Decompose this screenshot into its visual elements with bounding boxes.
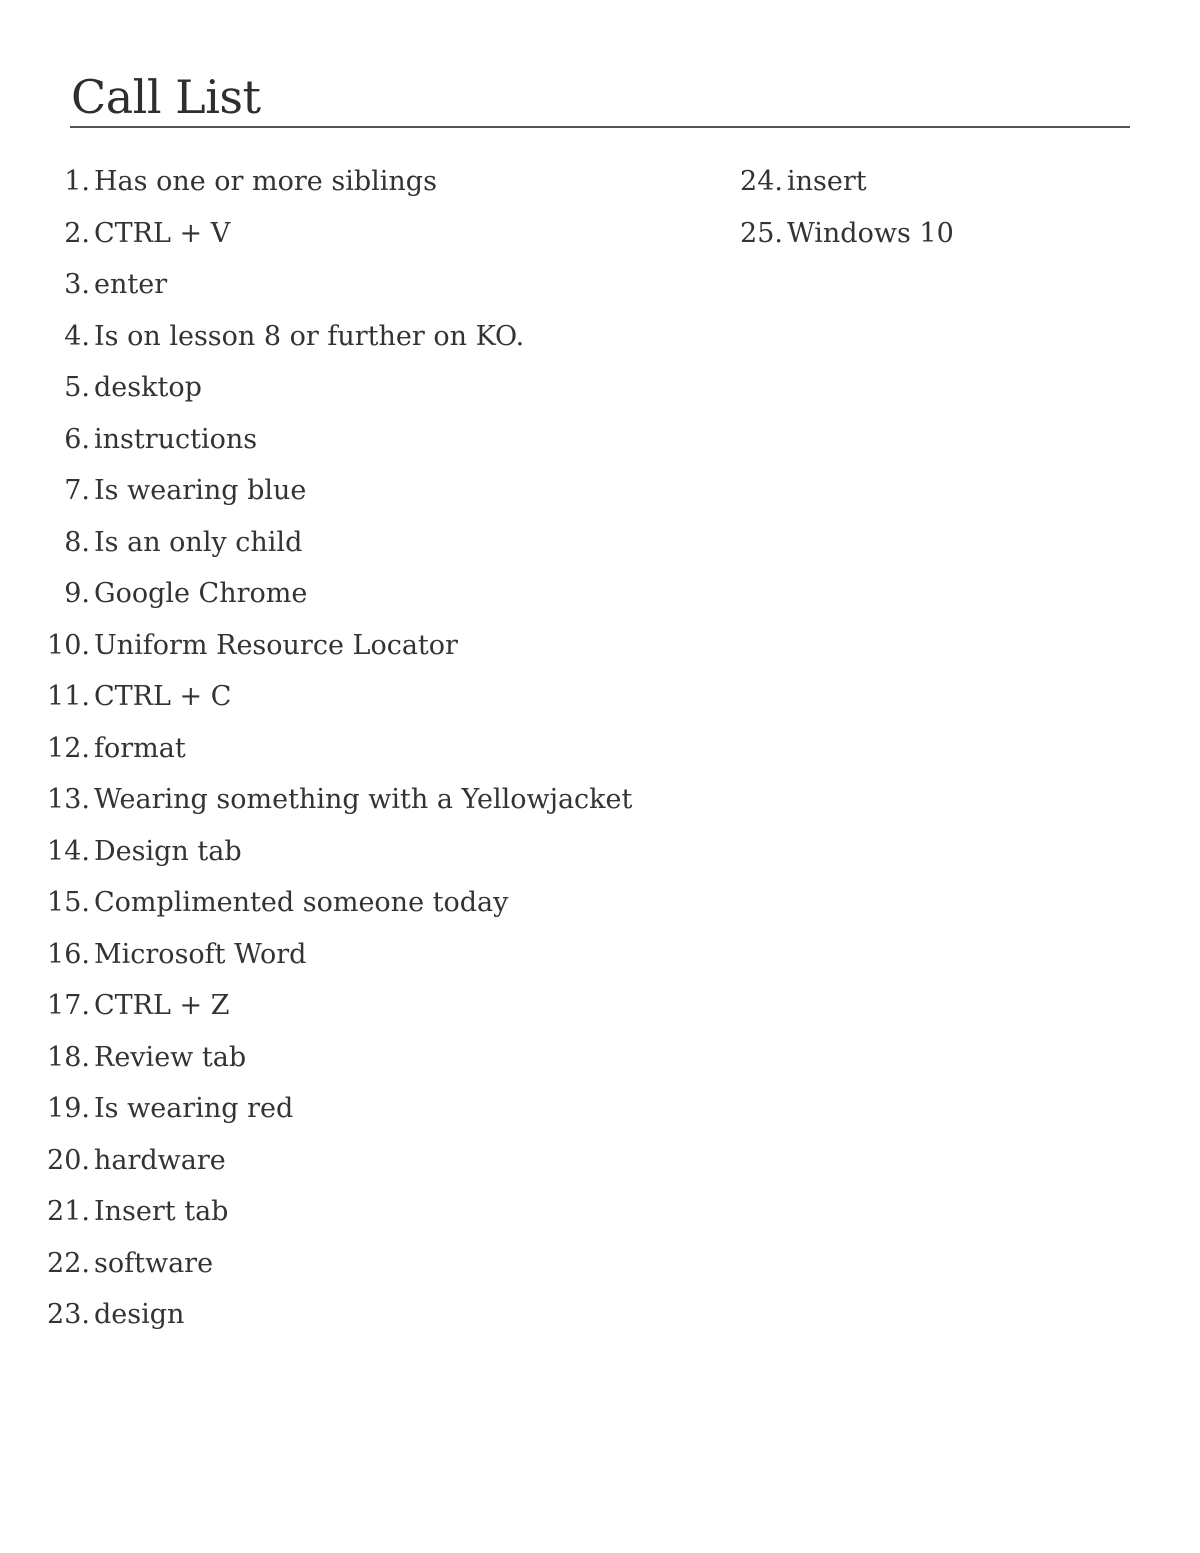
item-number: 25. [740,217,783,249]
list-item [0,877,690,929]
list-item [0,1238,690,1290]
item-text: Complimented someone today [94,887,509,918]
item-number: 24. [740,166,783,197]
item-text: format [94,732,186,764]
item-text: Insert tab [94,1196,229,1227]
list-item [0,465,690,517]
item-number: 13. [47,784,90,815]
item-number: 19. [47,1093,90,1124]
item-text: Windows 10 [787,217,954,249]
list-item [0,774,690,826]
list-item [0,620,690,672]
item-text: insert [787,166,867,197]
item-number: 3. [64,269,90,300]
item-text: Uniform Resource Locator [94,629,458,661]
item-number: 16. [47,938,90,970]
call-list-column-right [690,156,1170,259]
item-text: software [94,1247,214,1279]
item-text: CTRL + C [94,681,232,712]
list-item [0,568,690,620]
list-item [0,1289,690,1341]
item-number: 9. [64,578,90,609]
list-item [0,1032,690,1084]
item-text: Design tab [94,835,242,867]
list-item [0,826,690,878]
item-text: instructions [94,423,258,455]
item-text: Review tab [94,1041,247,1073]
item-number: 17. [47,990,90,1021]
item-text: Has one or more siblings [94,166,437,197]
item-number: 22. [47,1247,90,1279]
item-text: design [94,1299,185,1330]
list-item [0,1186,690,1238]
item-number: 5. [64,372,90,403]
item-text: CTRL + Z [94,990,230,1021]
list-item [0,208,690,260]
list-item [0,517,690,569]
item-number: 1. [64,166,90,197]
item-text: desktop [94,372,202,403]
list-item [690,156,1170,208]
list-item [0,980,690,1032]
item-text: Is wearing blue [94,475,307,506]
list-item [0,259,690,311]
title-divider [70,126,1130,128]
item-text: Is wearing red [94,1093,294,1124]
page-title: Call List [71,70,261,124]
item-number: 20. [47,1144,90,1176]
item-number: 11. [47,681,90,712]
list-item [690,208,1170,260]
item-number: 15. [47,887,90,918]
item-number: 12. [47,732,90,764]
item-number: 21. [47,1196,90,1227]
list-item [0,1083,690,1135]
item-text: enter [94,269,168,300]
item-number: 4. [64,320,90,352]
call-list-column-left [0,156,690,1341]
item-number: 23. [47,1299,90,1330]
item-number: 14. [47,835,90,867]
item-number: 7. [64,475,90,506]
item-number: 18. [47,1041,90,1073]
item-number: 10. [47,629,90,661]
item-number: 6. [64,423,90,455]
list-item [0,1135,690,1187]
list-item [0,362,690,414]
list-item [0,929,690,981]
item-text: hardware [94,1144,226,1176]
item-text: CTRL + V [94,217,231,249]
item-number: 8. [64,526,90,558]
item-number: 2. [64,217,90,249]
item-text: Microsoft Word [94,938,307,970]
item-text: Wearing something with a Yellowjacket [94,784,633,815]
list-item [0,671,690,723]
item-text: Google Chrome [94,578,308,609]
item-text: Is on lesson 8 or further on KO. [94,320,525,352]
list-item [0,414,690,466]
list-item [0,311,690,363]
list-item [0,156,690,208]
item-text: Is an only child [94,526,303,558]
list-item [0,723,690,775]
